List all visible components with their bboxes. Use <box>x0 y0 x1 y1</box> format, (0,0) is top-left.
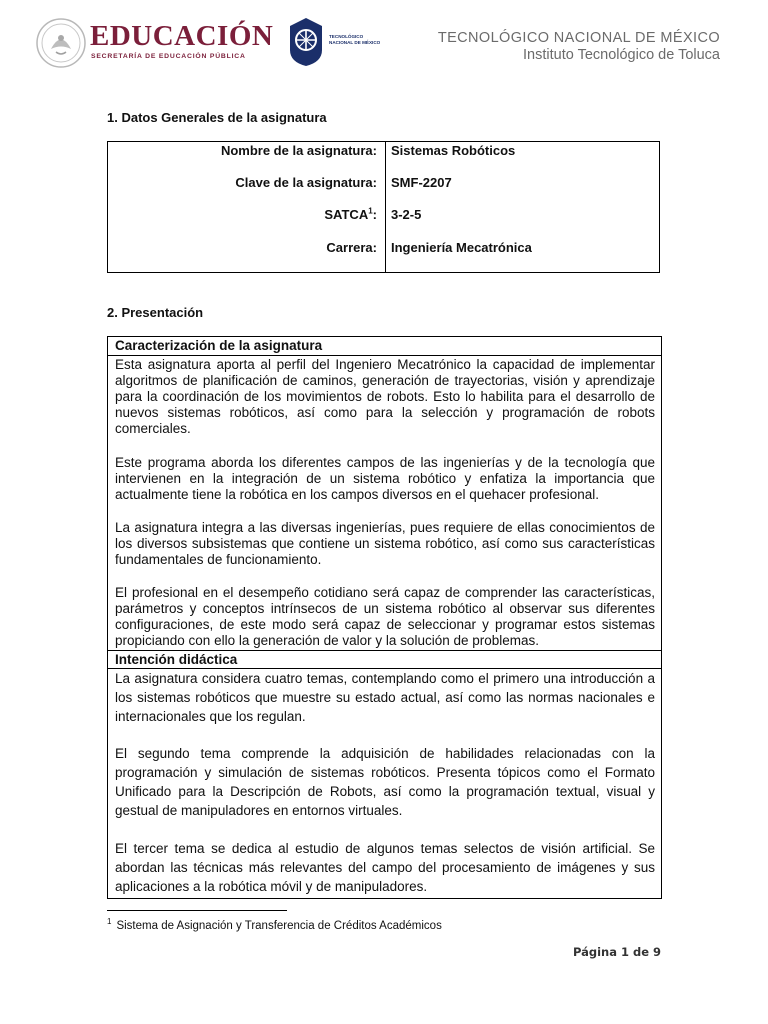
institution-line2: Instituto Tecnológico de Toluca <box>523 47 720 63</box>
presentation-table <box>107 336 662 899</box>
page-header <box>0 0 768 90</box>
row-value: 3-2-5 <box>391 207 422 222</box>
characterization-paragraph: Este programa aborda los diferentes campos de las ingenierías y de la tecnología que intervienen en la integración de un sistema robótico y enfatiza la importancia que actualmente tiene la robótica en los campos diversos en el quehacer profesional. <box>115 455 655 502</box>
footnote-mark: 1 <box>107 917 112 926</box>
mexican-seal-icon <box>36 18 86 68</box>
footnote-separator <box>107 910 287 911</box>
characterization-title: Caracterización de la asignatura <box>115 338 323 353</box>
tecnm-label-line1: TECNOLÓGICO <box>329 34 364 39</box>
footnote <box>107 917 442 932</box>
row-divider <box>108 650 661 651</box>
institution-line1: TECNOLÓGICO NACIONAL DE MÉXICO <box>437 30 720 46</box>
row-value: SMF-2207 <box>391 175 452 190</box>
row-label: Nombre de la asignatura: <box>220 143 377 158</box>
table-row <box>108 207 659 225</box>
row-label: Clave de la asignatura: <box>235 175 377 190</box>
table-row <box>108 175 659 193</box>
table-row <box>108 143 659 161</box>
institution-heading <box>438 30 720 64</box>
brand-title: EDUCACIÓN <box>90 20 274 52</box>
footnote-text: Sistema de Asignación y Transferencia de Créditos Académicos <box>116 919 442 932</box>
table-row <box>108 240 659 258</box>
characterization-paragraph: El profesional en el desempeño cotidiano será capaz de comprender las características, parámetros y conceptos intrínsecos de un sistema robótico al observar sus diferentes configuraciones, de este modo será capaz de seleccionar y programar estos sistemas propiciando con ello la generación de valor y la solución de problemas. <box>115 585 655 648</box>
general-data-table <box>107 141 660 273</box>
row-value: Sistemas Robóticos <box>391 143 516 158</box>
section2-title: 2. Presentación <box>107 305 204 320</box>
tecnm-logo-icon <box>286 16 326 68</box>
label-colon: : <box>372 207 377 222</box>
tecnm-label <box>329 34 380 46</box>
row-label: Carrera: <box>326 240 377 255</box>
row-divider <box>108 355 661 356</box>
didactic-paragraph: El tercer tema se dedica al estudio de algunos temas selectos de visión artificial. Se abordan las técnicas más relevantes del campo del procesamiento de imágenes y sus aplicaciones a la robótica móvil y de manipuladores. <box>115 841 655 894</box>
section1-title: 1. Datos Generales de la asignatura <box>107 110 327 125</box>
brand-subtitle: SECRETARÍA DE EDUCACIÓN PÚBLICA <box>91 53 246 60</box>
characterization-paragraph: La asignatura integra a las diversas ingenierías, pues requiere de ellas conocimientos de los diversos subsistemas que contiene un sistema robótico, así como sus características fundamentales de funcionamiento. <box>115 520 655 567</box>
didactic-title: Intención didáctica <box>115 652 238 667</box>
row-label-satca <box>324 207 377 222</box>
didactic-paragraph: La asignatura considera cuatro temas, contemplando como el primero una introducción a los sistemas robóticos que muestre su estado actual, así como las normas nacionales e internacionales que los regulan. <box>115 671 655 724</box>
row-value: Ingeniería Mecatrónica <box>391 240 532 255</box>
satca-label: SATCA <box>324 207 369 222</box>
footnote-ref: 1 <box>368 206 373 216</box>
tecnm-label-line2: NACIONAL DE MÉXICO <box>329 40 381 45</box>
page-number: Página 1 de 9 <box>572 945 661 959</box>
didactic-paragraph: El segundo tema comprende la adquisición de habilidades relacionadas con la programación y simulación de sistemas robóticos. Presenta tópicos como el Formato Unificado para la Descripción de Robots, así como la programación textual, visual y gestual de manipuladores en entornos virtuales. <box>115 746 655 818</box>
characterization-paragraph: Esta asignatura aporta al perfil del Ingeniero Mecatrónico la capacidad de implementar algoritmos de planificación de caminos, generación de trayectorias, visión y aprendizaje para la coordinación de los movimientos de robots. Esto lo habilita para el desarrollo de nuevos sistemas robóticos, así como para la selección y programación de robots comerciales. <box>115 357 655 436</box>
